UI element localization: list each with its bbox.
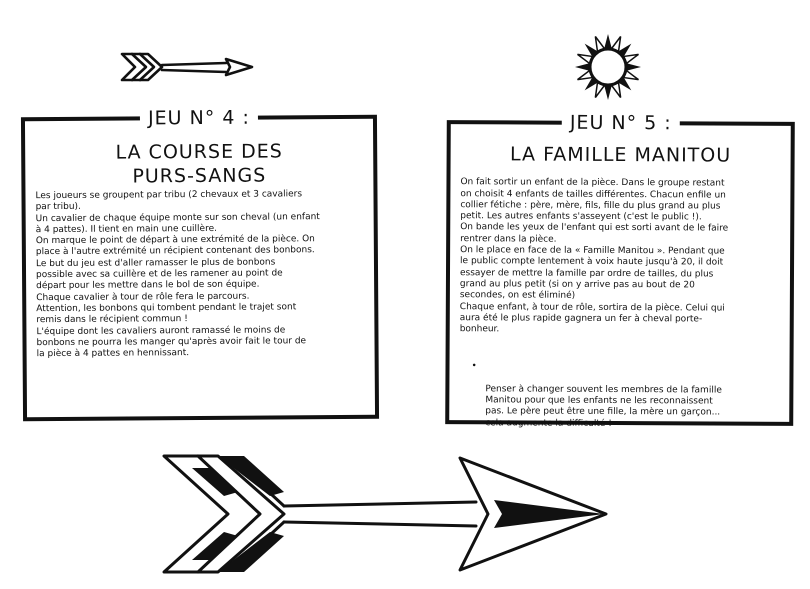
sun-ray <box>604 86 611 100</box>
sun-ray <box>627 63 641 70</box>
tips-list <box>459 350 779 442</box>
bullet-marker: • <box>471 361 477 372</box>
sun-icon <box>573 32 643 102</box>
large-arrow-icon <box>158 448 614 578</box>
small-arrow-icon <box>118 46 258 88</box>
card-title-line2: LA FAMILLE MANITOU <box>509 143 732 167</box>
sun-ray <box>575 63 589 70</box>
game-rules-text: On fait sortir un enfant de la pièce. Dans le groupe restant on choisit 4 enfants de tailles différentes. Chacun enfile un collier fétiche : père, mère, fils, fille du plus grand au plus petit. Les autres enfants s'asseyent (c'est le public !). On bande les yeux de l'enfant qui est sorti avant de le faire rentrer dans la pièce. On le place en face de la « Famille Manitou ». Pendant que le public compte lentement à voix haute jusqu'à 20, il doit essayer de mettre la famille par ordre de tailles, du plus grand au plus petit (si on y arrive pas au bout de 20 secondes, on est éliminé) Chaque enfant, à tour de rôle, sortira de la pièce. Celui qui aura été le plus rapide gagnera un fer à cheval porte- bonheur. <box>459 177 729 335</box>
game-rules-text: Les joueurs se groupent par tribu (2 chevaux et 3 cavaliers par tribu). Un cavalier de chaque équipe monte sur son cheval (un enfant à 4 pattes). Il tient en main une cuillère. On marque le point de départ à une extrémité de la pièce. On place à l'autre extrémité un récipient contenant des bonbons. Le but du jeu est d'aller ramasser le plus de bonbons possible avec sa cuillère et de les ramener au point de départ pour les mettre dans le bol de son équipe. Chaque cavalier à tour de rôle fera le parcours. Attention, les bonbons qui tombent pendant le trajet sont remis dans le récipient commun ! L'équipe dont les cavaliers auront ramassé le moins de bonbons ne pourra les manger qu'après avoir fait le tour de la pièce à 4 pattes en hennissant. <box>35 189 320 360</box>
game-card-4 <box>21 106 379 421</box>
game-rules-container <box>459 166 780 453</box>
card-title-line1: JEU N° 5 : <box>451 110 791 136</box>
tip-text: Penser à changer souvent les membres de la famille Manitou pour que les enfants ne les reconnaissent pas. Le père peut être une fille, la mère un garçon... cela augmente la difficulté ! <box>485 383 722 429</box>
list-item <box>471 361 779 430</box>
sun-ray <box>604 34 611 48</box>
card-title-line1: JEU N° 4 : <box>25 105 373 131</box>
card-title-line3: PURS-SANGS <box>132 164 267 188</box>
game-card-5 <box>445 111 795 429</box>
card-title-line2: LA COURSE DES <box>115 140 283 164</box>
